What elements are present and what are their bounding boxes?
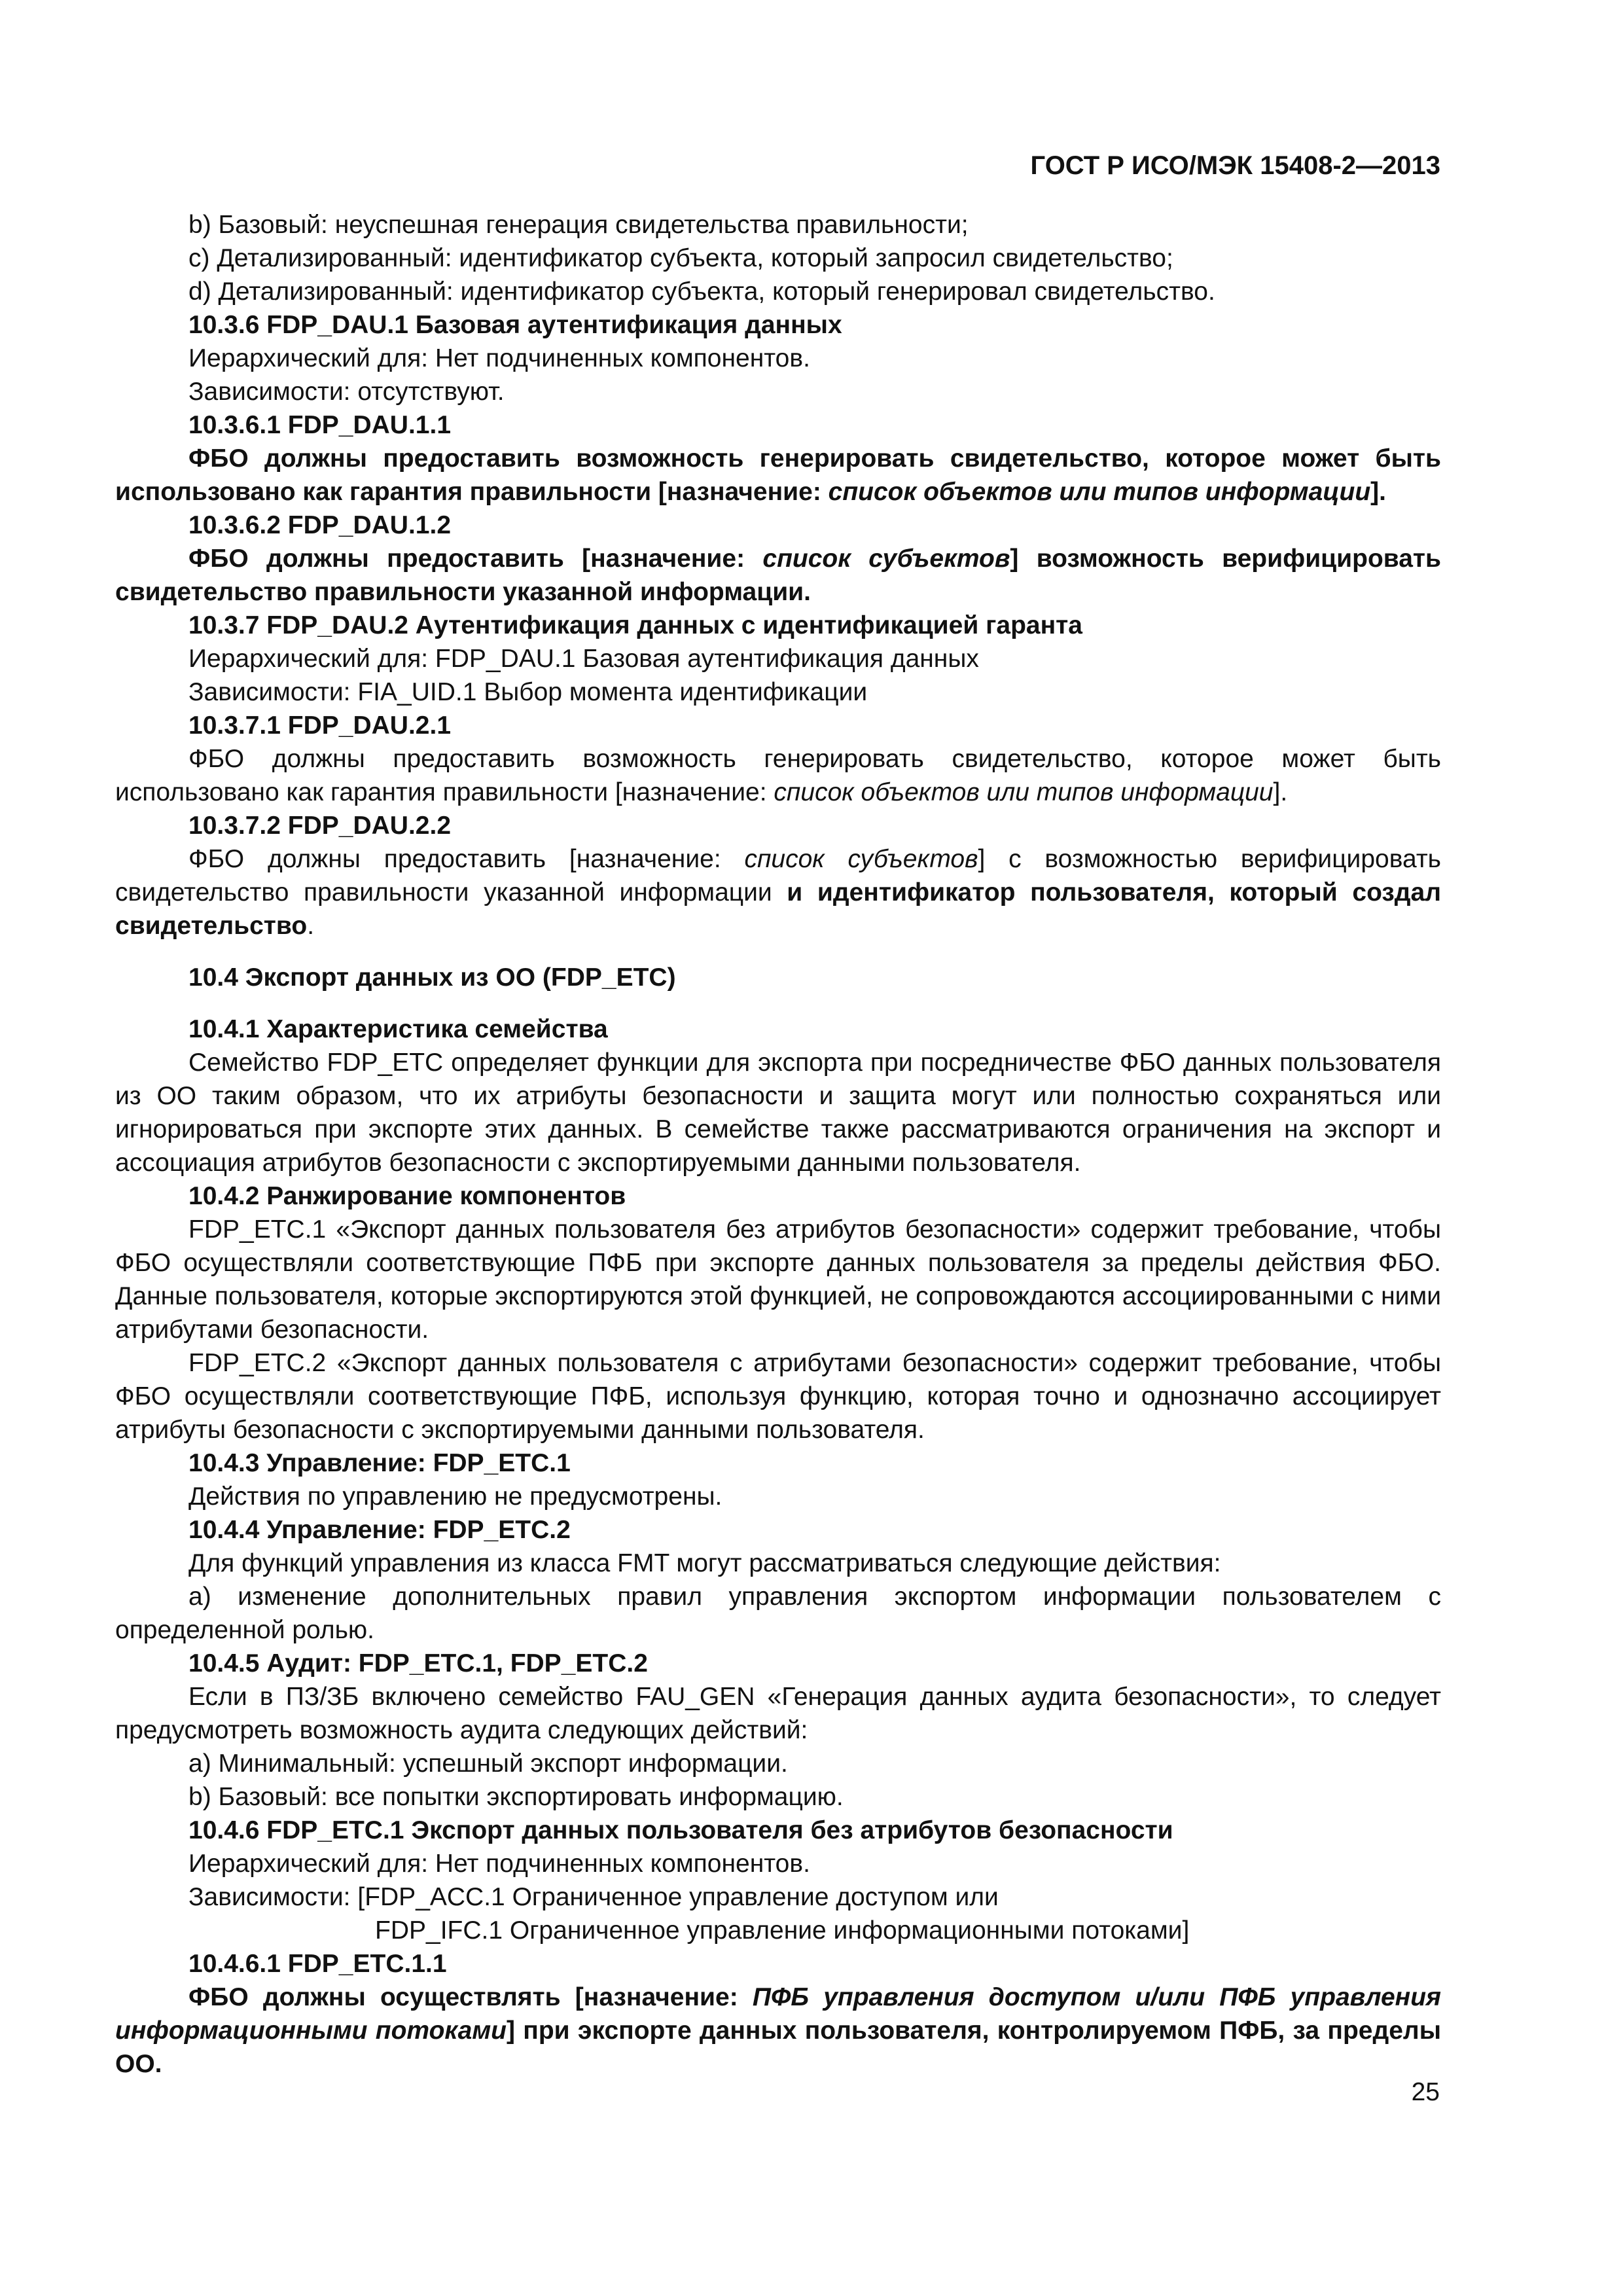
element-heading: 10.3.7.1 FDP_DAU.2.1 <box>188 711 452 740</box>
paragraph: FDP_ETC.1 «Экспорт данных пользователя без атрибутов безопасности» содержит требование, чтобы ФБО осуществляли соответствующие ПФБ при экспорте данных пользователя за пределы действия ФБО. Данные пользователя, которые экспортируются этой функцией, не сопровождаются ассоциированными с ними атрибутами безопасности. <box>115 1215 1441 1344</box>
requirement-text: ФБО должны предоставить возможность генерировать свидетельство, которое может быть использовано как гарантия правильности [назначение: список объектов или типов информации]. <box>115 745 1441 806</box>
requirement-text: ФБО должны предоставить [назначение: список субъектов] с возможностью верифицировать свидетельство правильности указанной информации и идентификатор пользователя, который создал свидетельство. <box>115 845 1442 940</box>
dependencies-line: Зависимости: FIA_UID.1 Выбор момента идентификации <box>188 678 868 706</box>
list-item: b) Базовый: неуспешная генерация свидетельства правильности; <box>188 211 969 239</box>
paragraph: Если в ПЗ/ЗБ включено семейство FAU_GEN «Генерация данных аудита безопасности», то следует предусмотреть возможность аудита следующих действий: <box>115 1683 1441 1744</box>
page-content <box>115 208 1441 2081</box>
paragraph: Семейство FDP_ETC определяет функции для экспорта при посредничестве ФБО данных пользователя из ОО таким образом, что их атрибуты безопасности и защита могут или полностью сохраняться или игнорироваться при экспорте этих данных. В семействе также рассматриваются ограничения на экспорт и ассоциация атрибутов безопасности с экспортируемыми данными пользователя. <box>115 1049 1441 1177</box>
dependencies-line: Зависимости: отсутствуют. <box>188 378 505 406</box>
list-item: a) Минимальный: успешный экспорт информации. <box>188 1749 788 1778</box>
paragraph: Действия по управлению не предусмотрены. <box>188 1482 722 1511</box>
hierarchy-line: Иерархический для: Нет подчиненных компонентов. <box>188 344 810 372</box>
element-heading: 10.3.7.2 FDP_DAU.2.2 <box>188 812 452 840</box>
list-item: b) Базовый: все попытки экспортировать информацию. <box>188 1783 844 1811</box>
section-heading: 10.4 Экспорт данных из ОО (FDP_ETC) <box>188 963 676 992</box>
element-heading: 10.3.6.1 FDP_DAU.1.1 <box>188 411 452 439</box>
dependencies-line: Зависимости: [FDP_ACC.1 Ограниченное управление доступом или <box>188 1883 999 1911</box>
requirement-text: ФБО должны предоставить возможность генерировать свидетельство, которое может быть использовано как гарантия правильности [назначение: список объектов или типов информации]. <box>115 444 1441 506</box>
hierarchy-line: Иерархический для: FDP_DAU.1 Базовая аутентификация данных <box>188 645 979 673</box>
list-item: c) Детализированный: идентификатор субъекта, который запросил свидетельство; <box>188 244 1173 272</box>
dependencies-continuation: FDP_IFC.1 Ограниченное управление информационными потоками] <box>375 1916 1190 1945</box>
hierarchy-line: Иерархический для: Нет подчиненных компонентов. <box>188 1850 810 1878</box>
subsection-heading: 10.4.3 Управление: FDP_ETC.1 <box>188 1449 571 1477</box>
subsection-heading: 10.4.2 Ранжирование компонентов <box>188 1182 626 1210</box>
requirement-text: ФБО должны предоставить [назначение: список субъектов] возможность верифицировать свидетельство правильности указанной информации. <box>115 545 1441 606</box>
element-heading: 10.3.6.2 FDP_DAU.1.2 <box>188 511 452 539</box>
subsection-heading: 10.4.6 FDP_ETC.1 Экспорт данных пользователя без атрибутов безопасности <box>188 1816 1173 1844</box>
subsection-heading: 10.4.1 Характеристика семейства <box>188 1015 608 1043</box>
page-number: 25 <box>1411 2078 1440 2106</box>
section-heading: 10.3.6 FDP_DAU.1 Базовая аутентификация данных <box>188 311 842 339</box>
list-item: a) изменение дополнительных правил управления экспортом информации пользователем с определенной ролью. <box>115 1583 1441 1644</box>
section-heading: 10.3.7 FDP_DAU.2 Аутентификация данных с идентификацией гаранта <box>188 611 1082 639</box>
paragraph: FDP_ETC.2 «Экспорт данных пользователя с атрибутами безопасности» содержит требование, чтобы ФБО осуществляли соответствующие ПФБ, используя функцию, которая точно и однозначно ассоциирует атрибуты безопасности с экспортируемыми данными пользователя. <box>115 1349 1441 1444</box>
requirement-text: ФБО должны осуществлять [назначение: ПФБ управления доступом и/или ПФБ управления информационными потоками] при экспорте данных пользователя, контролируемом ПФБ, за пределы ОО. <box>115 1983 1441 2078</box>
list-item: d) Детализированный: идентификатор субъекта, который генерировал свидетельство. <box>188 278 1215 306</box>
subsection-heading: 10.4.4 Управление: FDP_ETC.2 <box>188 1516 571 1544</box>
paragraph: Для функций управления из класса FMT могут рассматриваться следующие действия: <box>188 1549 1221 1577</box>
document-header: ГОСТ Р ИСО/МЭК 15408-2—2013 <box>1030 151 1440 180</box>
subsection-heading: 10.4.5 Аудит: FDP_ETC.1, FDP_ETC.2 <box>188 1649 648 1677</box>
element-heading: 10.4.6.1 FDP_ETC.1.1 <box>188 1950 447 1978</box>
